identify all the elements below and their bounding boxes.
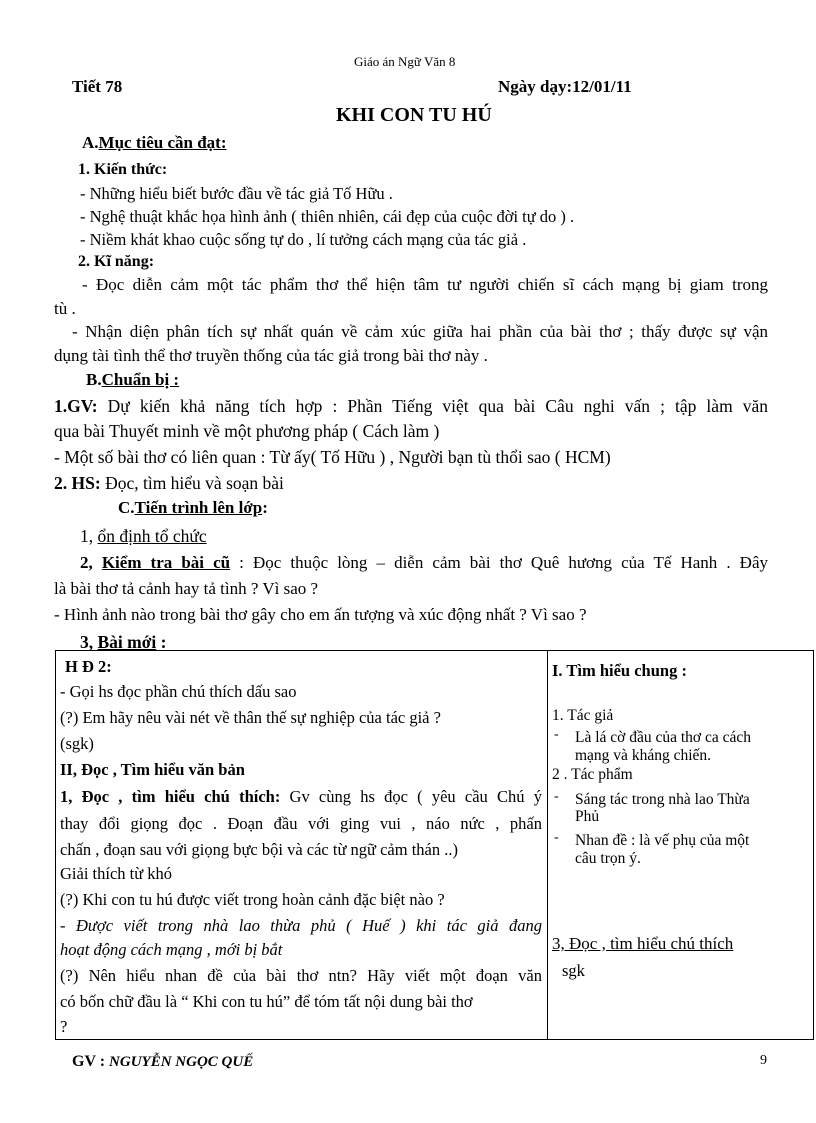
author-note: Là lá cờ đầu của thơ ca cách [575,729,752,746]
bullet-marker: - [554,830,559,845]
activity-line: Giải thích từ khó [60,864,173,883]
activity-heading: H Đ 2: [65,657,112,676]
step-review-line: - Hình ảnh nào trong bài thơ gây cho em ấn tượng và xúc động nhất ? Vì sao ? [54,605,587,624]
activity-line: (?) Khi con tu hú được viết trong hoàn cảnh đặc biệt nào ? [60,890,445,909]
activity-line: (sgk) [60,734,94,753]
step-organize: 1, ổn định tổ chức [80,526,207,546]
knowledge-item: - Nghệ thuật khắc họa hình ảnh ( thiên nhiên, cái đẹp của cuộc đời tự do ) . [80,207,575,226]
running-title: Giáo án Ngữ Văn 8 [354,54,456,69]
skill-line: - Đọc diễn cảm một tác phẩm thơ thể hiện tâm tư người chiến sĩ cách mạng bị giam trong [82,275,768,294]
lesson-table [55,650,814,1040]
section-c-heading: C.Tiến trình lên lớp: [118,498,268,517]
skill-line: dụng tài tình thể thơ truyền thống của tác giả trong bài thơ này . [54,346,488,365]
content-column [548,651,814,1040]
general-heading: I. Tìm hiểu chung : [552,661,687,680]
gv-prep-line: - Một số bài thơ có liên quan : Từ ấy( Tố Hữu ) , Người bạn tù thổi sao ( HCM) [54,447,611,467]
gv-prep-line: 1.GV: Dự kiến khả năng tích hợp : Phần Tiếng việt qua bài Câu nghi vấn ; tập làm văn [54,396,768,416]
activity-line: thay đổi giọng đọc . Đoạn đầu với ging vui , náo nức , phấn [60,814,542,833]
step-review: 2, Kiểm tra bài cũ : Đọc thuộc lòng – diễn cảm bài thơ Quê hương của Tế Hanh . Đây [80,553,768,572]
activity-line: (?) Em hãy nêu vài nét về thân thế sự nghiệp của tác giả ? [60,708,441,727]
author-note: mạng và kháng chiến. [575,747,712,764]
activity-line: có bốn chữ đầu là “ Khi con tu hú” để tóm tất nội dung bài thơ [60,992,473,1011]
teaching-date: Ngày dạy:12/01/11 [498,77,632,96]
section-b-heading: B.Chuẩn bị : [86,370,180,389]
activity-answer-line: - Được viết trong nhà lao thừa phủ ( Huế ) khi tác giả đang [60,916,542,935]
reading-heading: 3, Đọc , tìm hiểu chú thích [552,934,734,953]
skills-heading: 2. Kĩ năng: [78,253,155,270]
page-title: KHI CON TU HÚ [336,104,492,126]
activity-line: 1, Đọc , tìm hiểu chú thích: Gv cùng hs đọc ( yêu cầu Chú ý [60,787,542,806]
activity-line: ? [60,1017,68,1036]
work-note: Phủ [575,808,600,825]
bullet-marker: - [554,789,559,804]
work-note: Sáng tác trong nhà lao Thừa [575,791,750,808]
reading-note: sgk [562,961,585,980]
hs-prep-line: 2. HS: Đọc, tìm hiểu và soạn bài [54,473,284,493]
activities-column [56,651,548,1040]
skill-line: tù . [54,299,76,318]
work-note: Nhan đề : là vế phụ của một [575,832,750,849]
author-label: 1. Tác giả [552,707,614,724]
activity-line: (?) Nên hiểu nhan đề của bài thơ ntn? Hãy viết một đoạn văn [60,966,542,985]
gv-prep-line: qua bài Thuyết minh về một phương pháp ( Cách làm ) [54,421,440,441]
activity-subheading: II, Đọc , Tìm hiểu văn bản [60,760,245,779]
work-note: câu trọn ý. [575,850,641,867]
activity-line: - Gọi hs đọc phần chú thích dấu sao [60,682,297,701]
activity-answer-line: hoạt động cách mạng , mới bị bắt [60,940,283,959]
period-label: Tiết 78 [72,77,123,96]
knowledge-item: - Niềm khát khao cuộc sống tự do , lí tưởng cách mạng của tác giả . [80,230,527,249]
work-label: 2 . Tác phẩm [552,766,633,783]
skill-line: - Nhận diện phân tích sự nhất quán về cảm xúc giữa hai phần của bài thơ ; thấy được sự vận [72,322,768,341]
section-a-heading: A.Mục tiêu cần đạt: [82,133,227,152]
step-review-line: là bài thơ tả cảnh hay tả tình ? Vì sao ? [54,579,319,598]
knowledge-heading: 1. Kiến thức: [78,161,168,178]
knowledge-item: - Những hiểu biết bước đầu về tác giả Tố Hữu . [80,184,393,203]
bullet-marker: - [554,727,559,742]
activity-line: chấn , đoạn sau với giọng bực bội và các từ ngữ cảm thán ..) [60,840,458,859]
footer-teacher: GV : NGUYỄN NGỌC QUẾ [72,1053,254,1070]
step-new-lesson: 3, Bài mới : [80,632,167,652]
page-number: 9 [760,1053,767,1068]
